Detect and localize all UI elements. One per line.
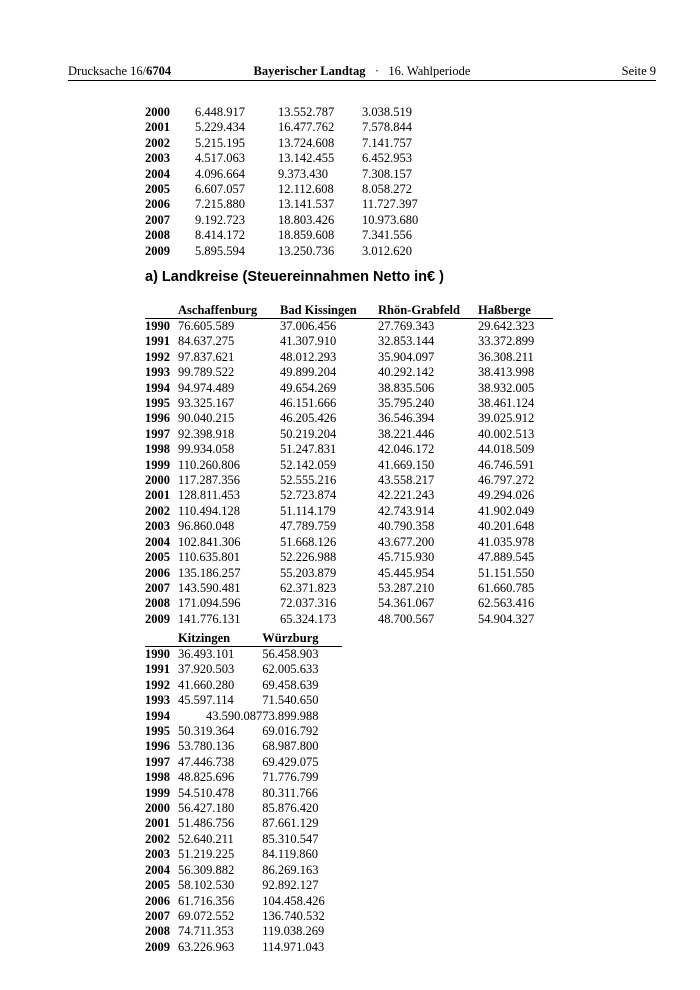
value-cell: 110.260.806 [178,457,241,472]
value-cell: 36.546.394 [378,411,435,426]
district-column-header: Aschaffenburg [178,302,280,319]
year-cell: 2004 [145,166,170,181]
value-cell: 38.221.446 [378,426,435,441]
value-cell: 50.219.204 [280,426,337,441]
year-cell: 1993 [145,365,170,380]
table-landkreise-1-body [145,319,553,628]
value-cell: 97.837.621 [178,349,235,364]
value-cell: 54.510.478 [178,785,235,800]
value-cell: 141.776.131 [178,611,241,626]
value-cell: 13.552.787 [278,105,335,119]
value-cell: 65.324.173 [280,611,337,626]
parliament-name: Bayerischer Landtag [253,64,366,78]
value-cell: 38.932.005 [478,380,535,395]
value-cell: 45.715.930 [378,550,435,565]
value-cell: 39.025.912 [478,411,535,426]
table-row [145,693,342,708]
table-row [145,940,342,955]
value-cell: 52.226.988 [280,550,337,565]
value-cell: 56.458.903 [262,647,319,661]
table-row [145,770,342,785]
value-cell: 40.201.648 [478,519,535,534]
value-cell: 12.112.608 [278,182,334,197]
value-cell: 13.141.537 [278,197,335,212]
value-cell: 41.035.978 [478,534,535,549]
table-row [145,334,553,349]
value-cell: 41.660.280 [178,677,235,692]
value-cell: 42.743.914 [378,503,435,518]
value-cell: 61.716.356 [178,893,235,908]
year-cell: 1990 [145,319,170,333]
value-cell: 135.186.257 [178,565,241,580]
year-cell: 2007 [145,580,170,595]
value-cell: 45.445.954 [378,565,435,580]
value-cell: 86.269.163 [262,862,319,877]
year-cell: 1992 [145,349,170,364]
value-cell: 5.215.195 [195,135,245,150]
value-cell: 76.605.589 [178,319,235,333]
value-cell: 61.660.785 [478,580,535,595]
value-cell: 92.398.918 [178,426,235,441]
table-row [145,739,342,754]
year-cell: 2007 [145,908,170,923]
value-cell: 51.486.756 [178,816,235,831]
value-cell: 96.860.048 [178,519,235,534]
year-cell: 1997 [145,754,170,769]
value-cell: 37.920.503 [178,662,235,677]
district-column-header: Rhön-Grabfeld [378,302,478,319]
value-cell: 13.250.736 [278,243,335,258]
value-cell: 48.825.696 [178,770,235,785]
value-cell: 51.151.550 [478,565,535,580]
table-landkreise-2 [145,630,342,955]
value-cell: 7.341.556 [362,228,412,243]
document-number-value: 6704 [146,64,172,78]
value-cell: 94.974.489 [178,380,235,395]
value-cell: 13.724.608 [278,135,335,150]
header-row [145,302,553,319]
value-cell: 53.287.210 [378,580,435,595]
value-cell: 72.037.316 [280,596,337,611]
value-cell: 85.310.547 [262,831,319,846]
year-cell: 1991 [145,334,170,349]
value-cell: 44.018.509 [478,442,535,457]
value-cell: 62.563.416 [478,596,535,611]
table-row [145,381,553,396]
value-cell: 35.904.097 [378,349,435,364]
table-row [145,411,553,426]
year-cell: 1999 [145,457,170,472]
table-row [145,535,553,550]
value-cell: 71.540.650 [262,693,319,708]
value-cell: 38.413.998 [478,365,535,380]
table-row [145,504,553,519]
value-cell: 9.192.723 [195,212,245,227]
table-row [145,120,442,135]
table-top-continued [145,105,442,259]
year-cell: 2006 [145,565,170,580]
table-row [145,550,553,565]
table-row [145,244,442,259]
table-row [145,724,342,739]
value-cell: 136.740.532 [262,908,325,923]
district-column-header: Kitzingen [178,630,262,647]
year-cell: 2005 [145,878,170,893]
table-row [145,350,553,365]
value-cell: 92.892.127 [262,878,319,893]
table-row [145,662,342,677]
table-row [145,151,442,166]
value-cell: 10.973.680 [362,212,419,227]
value-cell: 47.446.738 [178,754,235,769]
value-cell: 102.841.306 [178,534,241,549]
table-row [145,473,553,488]
value-cell: 52.142.059 [280,457,337,472]
year-cell: 2003 [145,151,170,166]
value-cell: 40.292.142 [378,365,435,380]
value-cell: 84.119.860 [262,847,319,862]
value-cell: 80.311.766 [262,785,319,800]
table-landkreise-2-body [145,647,342,956]
value-cell: 7.578.844 [362,120,412,135]
year-cell: 1994 [145,380,170,395]
value-cell: 51.219.225 [178,847,235,862]
value-cell: 143.590.481 [178,580,241,595]
value-cell: 74.711.353 [178,924,234,939]
value-cell: 5.895.594 [195,243,245,258]
value-cell: 16.477.762 [278,120,335,135]
district-column-header: Bad Kissingen [280,302,378,319]
year-cell: 1993 [145,693,170,708]
value-cell: 42.046.172 [378,442,435,457]
year-cell: 2001 [145,488,170,503]
value-cell: 18.859.608 [278,228,335,243]
value-cell: 69.072.552 [178,908,235,923]
year-cell: 1990 [145,647,170,661]
value-cell: 171.094.596 [178,596,241,611]
value-cell: 7.141.757 [362,135,412,150]
value-cell: 128.811.453 [178,488,241,503]
year-cell: 2006 [145,197,170,212]
year-cell: 1991 [145,662,170,677]
table-row [145,365,553,380]
year-cell: 2004 [145,534,170,549]
value-cell: 56.427.180 [178,801,235,816]
value-cell: 49.294.026 [478,488,535,503]
table-row [145,581,553,596]
year-cell: 2008 [145,596,170,611]
value-cell: 27.769.343 [378,319,435,333]
table-row [145,105,442,120]
table-row [145,816,342,831]
value-cell: 52.723.874 [280,488,337,503]
year-cell: 1996 [145,411,170,426]
header-title [68,64,656,79]
value-cell: 43.590.087 [206,708,263,723]
table-row [145,924,342,939]
year-cell: 2005 [145,550,170,565]
value-cell: 36.493.101 [178,647,235,661]
district-column-header: Würzburg [262,630,342,647]
value-cell: 3.038.519 [362,105,412,119]
year-cell: 2009 [145,243,170,258]
table-row [145,801,342,816]
table-row [145,909,342,924]
header-separator: · [374,64,379,78]
value-cell: 38.835.506 [378,380,435,395]
value-cell: 11.727.397 [362,197,418,212]
value-cell: 3.012.620 [362,243,412,258]
value-cell: 46.797.272 [478,473,535,488]
value-cell: 69.016.792 [262,724,319,739]
value-cell: 68.987.800 [262,739,319,754]
table-row [145,319,553,335]
value-cell: 13.142.455 [278,151,335,166]
value-cell: 110.635.801 [178,550,241,565]
table-top-body [145,105,442,259]
value-cell: 104.458.426 [262,893,325,908]
year-column-header [145,630,178,647]
table-row [145,894,342,909]
year-cell: 2007 [145,212,170,227]
value-cell: 71.776.799 [262,770,319,785]
value-cell: 41.902.049 [478,503,535,518]
value-cell: 38.461.124 [478,396,535,411]
table-landkreise-1-header [145,302,553,319]
value-cell: 8.058.272 [362,182,412,197]
value-cell: 90.040.215 [178,411,235,426]
value-cell: 55.203.879 [280,565,337,580]
value-cell: 53.780.136 [178,739,235,754]
table-row [145,197,442,212]
value-cell: 51.114.179 [280,503,336,518]
value-cell: 49.899.204 [280,365,337,380]
year-cell: 2008 [145,924,170,939]
table-row [145,832,342,847]
year-cell: 2006 [145,893,170,908]
value-cell: 35.795.240 [378,396,435,411]
value-cell: 51.247.831 [280,442,337,457]
value-cell: 114.971.043 [262,939,325,954]
value-cell: 48.700.567 [378,611,435,626]
value-cell: 6.452.953 [362,151,412,166]
year-cell: 1995 [145,724,170,739]
value-cell: 50.319.364 [178,724,235,739]
value-cell: 54.904.327 [478,611,535,626]
table-row [145,167,442,182]
table-row [145,396,553,411]
value-cell: 85.876.420 [262,801,319,816]
year-cell: 2009 [145,939,170,954]
value-cell: 99.789.522 [178,365,235,380]
year-cell: 2004 [145,862,170,877]
table-row [145,596,553,611]
value-cell: 7.215.880 [195,197,245,212]
year-column-header [145,302,178,319]
value-cell: 4.517.063 [195,151,245,166]
value-cell: 46.746.591 [478,457,535,472]
value-cell: 51.668.126 [280,534,337,549]
value-cell: 36.308.211 [478,349,534,364]
year-cell: 2009 [145,611,170,626]
year-cell: 2002 [145,503,170,518]
value-cell: 69.458.639 [262,677,319,692]
table-row [145,442,553,457]
value-cell: 42.221.243 [378,488,435,503]
value-cell: 32.853.144 [378,334,435,349]
value-cell: 58.102.530 [178,878,235,893]
year-cell: 2001 [145,120,170,135]
value-cell: 99.934.058 [178,442,235,457]
value-cell: 41.669.150 [378,457,435,472]
value-cell: 43.558.217 [378,473,435,488]
value-cell: 6.448.917 [195,105,245,119]
value-cell: 87.661.129 [262,816,319,831]
value-cell: 43.677.200 [378,534,435,549]
value-cell: 69.429.075 [262,754,319,769]
value-cell: 62.005.633 [262,662,319,677]
value-cell: 6.607.057 [195,182,245,197]
value-cell: 119.038.269 [262,924,325,939]
table-row [145,182,442,197]
header-rule [68,80,656,81]
table-row [145,213,442,228]
value-cell: 7.308.157 [362,166,412,181]
value-cell: 84.637.275 [178,334,235,349]
value-cell: 5.229.434 [195,120,245,135]
table-row [145,519,553,534]
legislative-period: 16. Wahlperiode [388,64,471,78]
district-column-header: Haßberge [478,302,553,319]
value-cell: 46.205.426 [280,411,337,426]
value-cell: 54.361.067 [378,596,435,611]
table-landkreise-2-header [145,630,342,647]
value-cell: 93.325.167 [178,396,235,411]
table-row [145,863,342,878]
year-cell: 1995 [145,396,170,411]
value-cell: 46.151.666 [280,396,337,411]
value-cell: 48.012.293 [280,349,337,364]
value-cell: 110.494.128 [178,503,241,518]
value-cell: 4.096.664 [195,166,245,181]
page-header [68,64,656,80]
year-cell: 1999 [145,785,170,800]
year-cell: 2003 [145,519,170,534]
value-cell: 40.002.513 [478,426,535,441]
table-row [145,612,553,627]
table-row [145,647,342,663]
year-cell: 1996 [145,739,170,754]
table-row [145,136,442,151]
value-cell: 117.287.356 [178,473,241,488]
table-row [145,488,553,503]
year-cell: 2003 [145,847,170,862]
year-cell: 2000 [145,801,170,816]
value-cell: 63.226.963 [178,939,235,954]
value-cell: 9.373.430 [278,166,328,181]
year-cell: 2002 [145,831,170,846]
table-row [145,678,342,693]
table-landkreise-1 [145,302,553,627]
year-cell: 1994 [145,708,170,723]
value-cell: 40.790.358 [378,519,435,534]
value-cell: 8.414.172 [195,228,245,243]
year-cell: 2005 [145,182,170,197]
value-cell: 49.654.269 [280,380,337,395]
year-cell: 1997 [145,426,170,441]
value-cell: 45.597.114 [178,693,234,708]
table-row [145,878,342,893]
value-cell: 41.307.910 [280,334,337,349]
value-cell: 37.006.456 [280,319,337,333]
header-row [145,630,342,647]
table-row [145,427,553,442]
value-cell: 18.803.426 [278,212,335,227]
value-cell: 56.309.882 [178,862,235,877]
year-cell: 2001 [145,816,170,831]
year-cell: 2008 [145,228,170,243]
year-cell: 1992 [145,677,170,692]
value-cell: 47.789.759 [280,519,337,534]
table-row [145,458,553,473]
section-title: a) Landkreise (Steuereinnahmen Netto in€ ) [145,269,444,285]
document-number-prefix: Drucksache 16/ [68,64,147,78]
table-row [145,228,442,243]
table-row [145,755,342,770]
year-cell: 2000 [145,473,170,488]
value-cell: 29.642.323 [478,319,535,333]
table-row [145,786,342,801]
table-row [145,566,553,581]
value-cell: 33.372.899 [478,334,535,349]
value-cell: 62.371.823 [280,580,337,595]
year-cell: 1998 [145,442,170,457]
page-number: Seite 9 [621,64,656,78]
value-cell: 73.899.988 [262,708,319,723]
value-cell: 47.889.545 [478,550,535,565]
year-cell: 1998 [145,770,170,785]
year-cell: 2002 [145,135,170,150]
value-cell: 52.640.211 [178,831,234,846]
table-row [145,709,342,724]
table-row [145,847,342,862]
year-cell: 2000 [145,105,170,119]
value-cell: 52.555.216 [280,473,337,488]
